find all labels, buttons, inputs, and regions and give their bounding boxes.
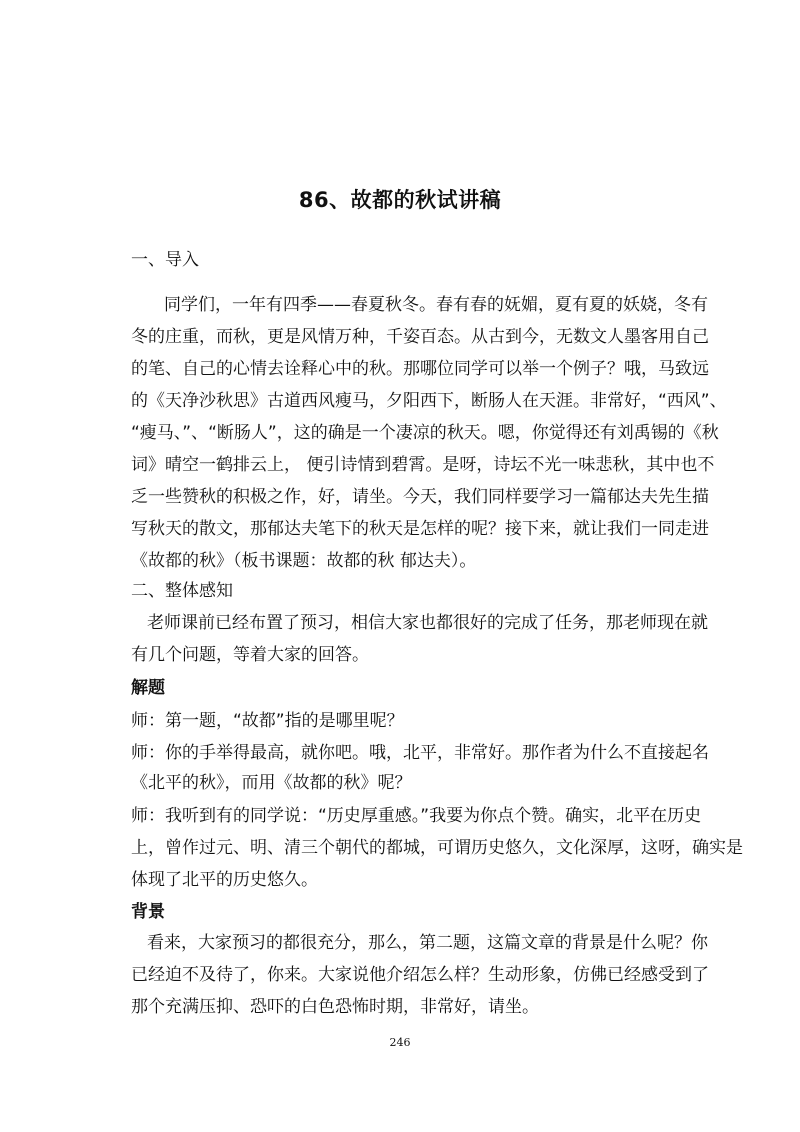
dialogue-line: 师：第一题，“故都”指的是哪里呢？ <box>131 711 404 731</box>
subheading-beijing: 背景 <box>131 902 165 922</box>
dialogue-line: 师：你的手举得最高，就你吧。哦，北平，非常好。那作者为什么不直接起名 <box>131 743 709 763</box>
paragraph-line: 《故都的秋》（板书课题：故都的秋 郁达夫）。 <box>131 551 477 571</box>
dialogue-line: 上，曾作过元、明、清三个朝代的都城，可谓历史悠久，文化深厚，这呀，确实是 <box>131 838 743 858</box>
paragraph-line: 那个充满压抑、恐吓的白色恐怖时期，非常好，请坐。 <box>131 997 539 1017</box>
section-heading-intro: 一、导入 <box>131 250 199 270</box>
paragraph-line: 同学们，一年有四季——春夏秋冬。春有春的妩媚，夏有夏的妖娆，冬有 <box>164 295 708 315</box>
paragraph-line: 有几个问题，等着大家的回答。 <box>131 645 369 665</box>
subheading-jieti: 解题 <box>131 678 165 698</box>
paragraph-line: 冬的庄重，而秋，更是风情万种，千姿百态。从古到今，无数文人墨客用自己 <box>131 327 709 347</box>
paragraph-line: 词》晴空一鹤排云上， 便引诗情到碧霄。是呀，诗坛不光一味悲秋，其中也不 <box>131 455 715 475</box>
page-number: 246 <box>389 1036 411 1049</box>
document-title: 86、故都的秋试讲稿 <box>298 188 502 212</box>
paragraph-line: 的笔、自己的心情去诠释心中的秋。那哪位同学可以举一个例子？哦，马致远 <box>131 359 709 379</box>
dialogue-line: 体现了北平的历史悠久。 <box>131 870 318 890</box>
paragraph-line: 写秋天的散文，那郁达夫笔下的秋天是怎样的呢？接下来，就让我们一同走进 <box>131 519 709 539</box>
paragraph-line: 已经迫不及待了，你来。大家说他介绍怎么样？生动形象，仿佛已经感受到了 <box>131 965 709 985</box>
paragraph-line: 看来，大家预习的都很充分，那么，第二题，这篇文章的背景是什么呢？你 <box>147 933 708 953</box>
paragraph-line: 老师课前已经布置了预习，相信大家也都很好的完成了任务，那老师现在就 <box>147 613 708 633</box>
paragraph-line: “瘦马、”、“断肠人”，这的确是一个凄凉的秋天。嗯，你觉得还有刘禹锡的《秋 <box>131 423 719 443</box>
paragraph-line: 的《天净沙秋思》古道西风瘦马，夕阳西下，断肠人在天涯。非常好，“西风”、 <box>131 391 727 411</box>
section-heading-overview: 二、整体感知 <box>131 581 233 601</box>
dialogue-line: 师：我听到有的同学说：“历史厚重感。”我要为你点个赞。确实，北平在历史 <box>131 806 702 826</box>
dialogue-line: 《北平的秋》，而用《故都的秋》呢？ <box>131 773 412 793</box>
paragraph-line: 乏一些赞秋的积极之作，好，请坐。今天，我们同样要学习一篇郁达夫先生描 <box>131 487 709 507</box>
